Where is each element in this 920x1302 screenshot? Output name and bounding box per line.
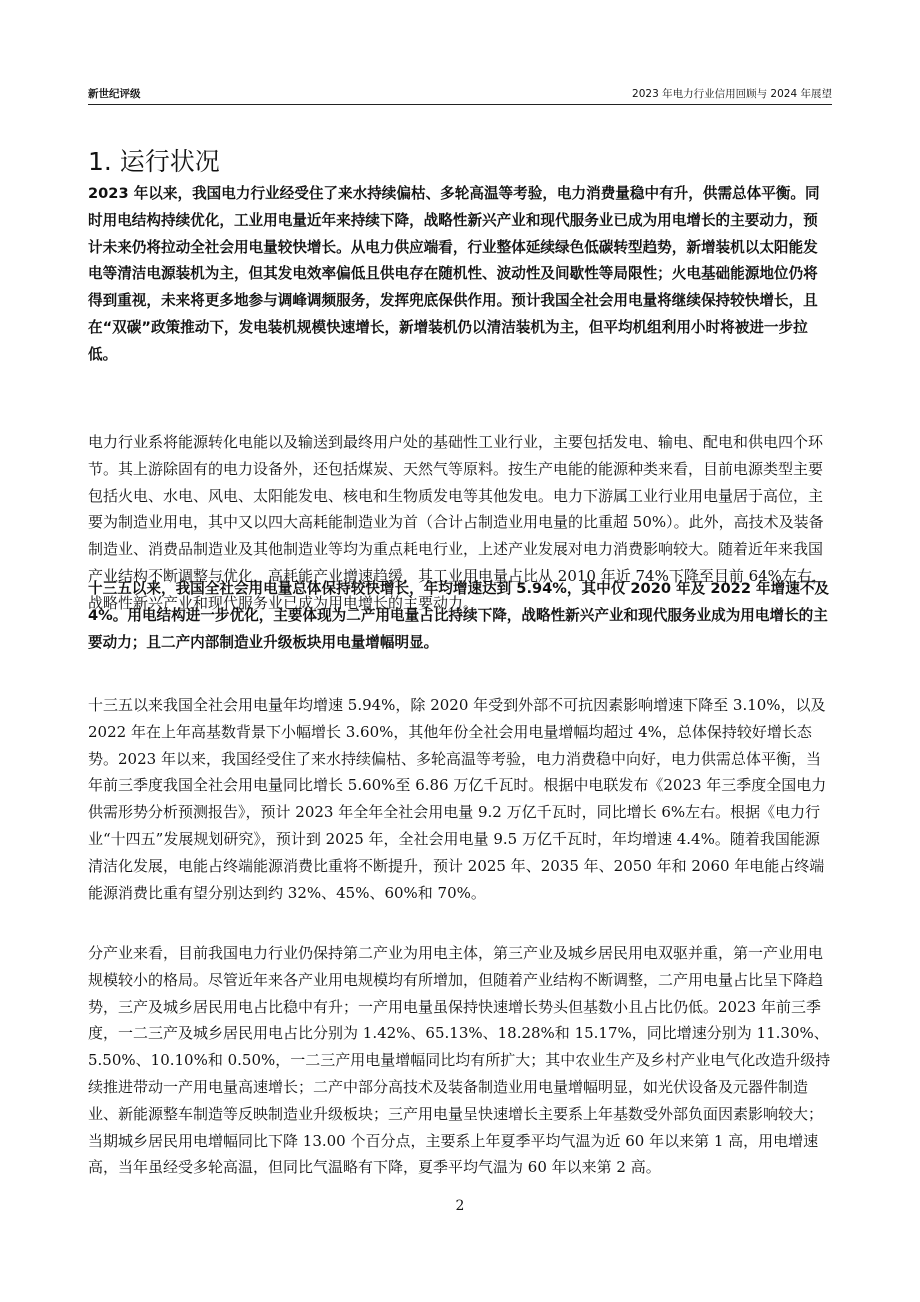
page-header <box>88 84 832 104</box>
header-org-name: 新世纪评级 <box>88 88 141 100</box>
section-title: 1. 运行状况 <box>88 147 220 176</box>
header-divider <box>88 104 832 105</box>
consumption-growth-paragraph: 十三五以来我国全社会用电量年均增速 5.94%，除 2020 年受到外部不可抗因素影响增速下降至 3.10%，以及 2022 年在上年高基数背景下小幅增长 3.60%，其他年份全社会用电量增幅均超过 4%，总体保持较好增长态势。2023 年以来，我国经受住了来水持续偏枯、多轮高温等考验，电力消费稳中向好，电力供需总体平衡，当年前三季度我国全社会用电量同比增长 5.60%至 6.86 万亿千瓦时。根据中电联发布《2023 年三季度全国电力供需形势分析预测报告》，预计 2023 年全年全社会用电量 9.2 万亿千瓦时，同比增长 6%左右。根据《电力行业“十四五”发展规划研究》，预计到 2025 年，全社会用电量 9.5 万亿千瓦时，年均增速 4.4%。随着我国能源清洁化发展，电能占终端能源消费比重将不断提升，预计 2025 年、2035 年、2050 年和 2060 年电能占终端能源消费比重有望分别达到约 32%、45%、60%和 70%。 <box>88 696 827 902</box>
industry-overview-paragraph: 电力行业系将能源转化电能以及输送到最终用户处的基础性工业行业，主要包括发电、输电、配电和供电四个环节。其上游除固有的电力设备外，还包括煤炭、天然气等原料。按生产电能的能源种类来看，目前电源类型主要包括火电、水电、风电、太阳能发电、核电和生物质发电等其他发电。电力下游属工业行业用电量居于高位，主要为制造业用电，其中又以四大高耗能制造业为首（合计占制造业用电量的比重超 50%）。此外，高技术及装备制造业、消费品制造业及其他制造业等均为重点耗电行业，上述产业发展对电力消费影响较大。随着近年来我国产业结构不断调整与优化，高耗能产业增速趋缓，其工业用电量占比从 2010 年近 74%下降至目前 64%左右，战略性新兴产业和现代服务业已成为用电增长的主要动力。 <box>88 433 827 612</box>
sector-breakdown-paragraph: 分产业来看，目前我国电力行业仍保持第二产业为用电主体，第三产业及城乡居民用电双驱并重，第一产业用电规模较小的格局。尽管近年来各产业用电规模均有所增加，但随着产业结构不断调整，二产用电量占比呈下降趋势，三产及城乡居民用电占比稳中有升；一产用电量虽保持快速增长势头但基数小且占比仍低。2023 年前三季度，一二三产及城乡居民用电占比分别为 1.42%、65.13%、18.28%和 15.17%，同比增速分别为 11.30%、5.50%、10.10%和 0.50%，一二三产用电量增幅同比均有所扩大；其中农业生产及乡村产业电气化改造升级持续推进带动一产用电量高速增长；二产中部分高技术及装备制造业用电量增幅明显，如光伏设备及元器件制造业、新能源整车制造等反映制造业升级板块；三产用电量呈快速增长主要系上年基数受外部负面因素影响较大；当期城乡居民用电增幅同比下降 13.00 个百分点，主要系上年夏季平均气温为近 60 年以来第 1 高，用电增速高，当年虽经受多轮高温，但同比气温略有下降，夏季平均气温为 60 年以来第 2 高。 <box>88 944 831 1177</box>
summary-paragraph: 2023 年以来，我国电力行业经受住了来水持续偏枯、多轮高温等考验，电力消费量稳中有升，供需总体平衡。同时用电结构持续优化，工业用电量近年来持续下降，战略性新兴产业和现代服务业已成为用电增长的主要动力，预计未来仍将拉动全社会用电量较快增长。从电力供应端看，行业整体延续绿色低碳转型趋势，新增装机以太阳能发电等清洁电源装机为主，但其发电效率偏低且供电存在随机性、波动性及间歇性等局限性；火电基础能源地位仍将得到重视，未来将更多地参与调峰调频服务，发挥兜底保供作用。预计我国全社会用电量将继续保持较快增长，且在“双碳”政策推动下，发电装机规模快速增长，新增装机仍以清洁装机为主，但平均机组利用小时将被进一步拉低。 <box>88 185 820 363</box>
growth-summary-paragraph: 十三五以来，我国全社会用电量总体保持较快增长，年均增速达到 5.94%，其中仅 2020 年及 2022 年增速不及 4%。用电结构进一步优化，主要体现为二产用电量占比持续下降，战略性新兴产业和现代服务业成为用电增长的主要动力；且二产内部制造业升级板块用电量增幅明显。 <box>88 580 830 651</box>
page-number: 2 <box>455 1198 465 1214</box>
header-report-title: 2023 年电力行业信用回顾与 2024 年展望 <box>632 88 832 100</box>
